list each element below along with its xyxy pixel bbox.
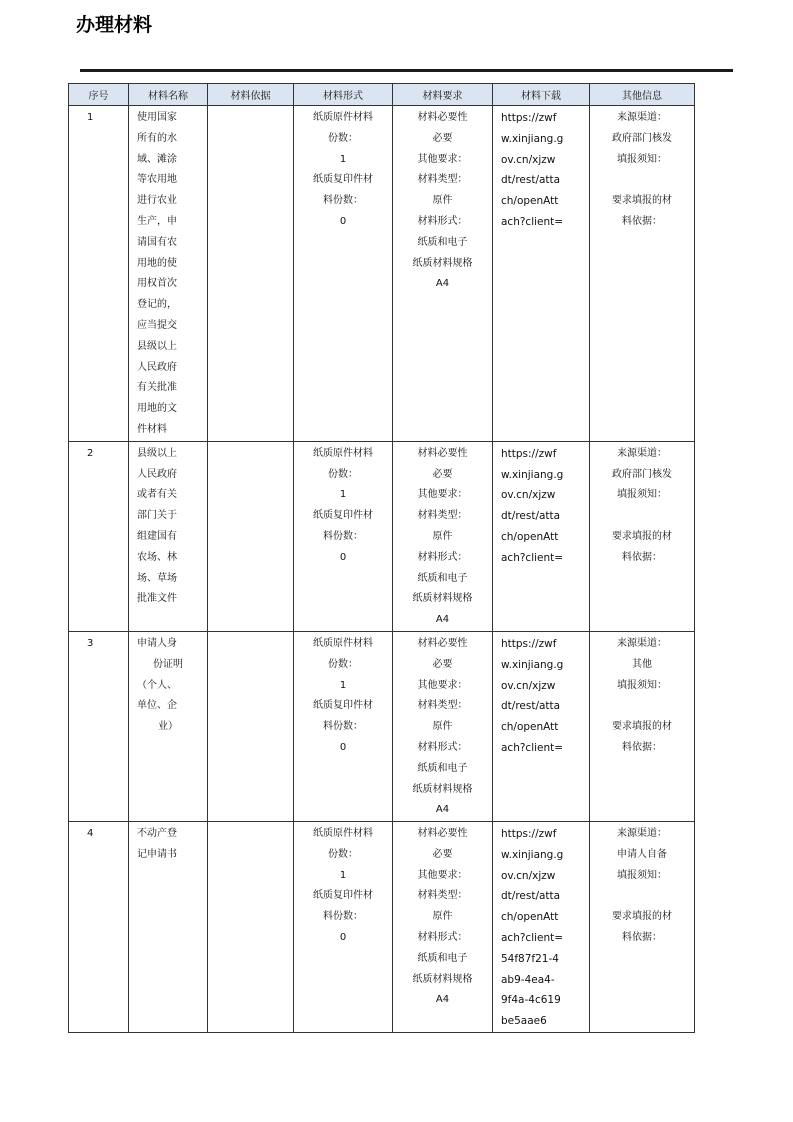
cell-material-requirements-line: 纸质材料规格 <box>412 973 473 985</box>
cell-material-name-line: 使用国家 <box>137 112 177 123</box>
cell-material-requirements-line: 原件 <box>432 911 453 923</box>
cell-material-name-line: 人民政府 <box>137 468 177 480</box>
cell-download-link[interactable] <box>493 822 590 1033</box>
cell-material-name <box>129 441 208 631</box>
header-index: 序号 <box>69 84 129 106</box>
cell-download-link-line[interactable]: ov.cn/xjzw <box>501 679 556 692</box>
cell-download-link-line[interactable]: ach?client= <box>501 551 564 564</box>
cell-material-name-line: 用地的使 <box>137 257 177 269</box>
cell-material-name-line: 记申请书 <box>137 848 177 860</box>
cell-material-form-line: 纸质复印件材 <box>313 174 373 186</box>
cell-material-form <box>294 631 393 821</box>
cell-material-requirements-line: 材料形式： <box>417 932 468 944</box>
row-index: 2 <box>87 447 94 459</box>
cell-material-requirements-line: 纸质和电子 <box>417 572 468 584</box>
cell-material-form-line: 料份数： <box>323 721 363 733</box>
cell-download-link-line[interactable]: dt/rest/atta <box>501 174 561 187</box>
cell-material-name-line: 请国有农 <box>137 236 177 248</box>
cell-material-form-line: 纸质原件材料 <box>313 112 373 123</box>
cell-material-name-line: 登记的， <box>137 299 177 311</box>
cell-other-info <box>590 106 695 442</box>
cell-other-info-line: 要求填报的材 <box>612 195 672 207</box>
row-index: 4 <box>87 828 94 840</box>
cell-download-link-line[interactable]: ov.cn/xjzw <box>501 489 556 502</box>
cell-material-form-line: 1 <box>339 153 347 165</box>
cell-material-requirements-line: 材料类型： <box>417 174 468 186</box>
cell-material-name-line: 申请人身 <box>137 637 177 649</box>
cell-material-name-line: 县级以上 <box>137 447 177 459</box>
cell-material-requirements-line: 其他要求： <box>417 679 468 691</box>
cell-other-info-line: 申请人自备 <box>617 848 667 860</box>
cell-other-info-line: 要求填报的材 <box>612 911 672 923</box>
cell-material-form-line: 0 <box>339 932 347 944</box>
cell-download-link[interactable] <box>493 106 590 442</box>
cell-material-requirements-line: 其他要求： <box>417 153 468 165</box>
cell-material-basis <box>208 631 294 821</box>
cell-material-requirements-line: 必要 <box>432 468 453 480</box>
cell-material-form-line: 份数： <box>328 658 358 670</box>
cell-material-requirements-line: 材料形式： <box>417 551 468 563</box>
cell-other-info-line <box>594 506 690 527</box>
cell-download-link-line[interactable]: ch/openAtt <box>501 721 559 734</box>
cell-download-link-line[interactable]: ach?client= <box>501 741 564 754</box>
cell-material-name-line: 份证明 <box>153 658 183 670</box>
cell-material-name-line: 用权首次 <box>137 278 177 290</box>
cell-material-requirements-line: A4 <box>435 804 450 816</box>
cell-index <box>69 441 129 631</box>
cell-download-link-line[interactable]: ab9-4ea4- <box>501 973 555 986</box>
cell-material-requirements-line: 原件 <box>432 195 453 207</box>
cell-material-name-line: 件材料 <box>137 423 167 435</box>
cell-other-info-line: 料依据： <box>622 215 662 227</box>
cell-material-basis <box>208 822 294 1033</box>
cell-material-name <box>129 631 208 821</box>
cell-material-name-line: 部门关于 <box>137 510 177 522</box>
table-row <box>69 106 695 442</box>
cell-material-requirements <box>393 106 493 442</box>
cell-download-link[interactable] <box>493 631 590 821</box>
table-row <box>69 441 695 631</box>
cell-material-requirements-line: A4 <box>435 278 450 290</box>
header-other: 其他信息 <box>590 84 695 106</box>
cell-other-info-line: 其他 <box>632 658 652 670</box>
cell-material-requirements-line: 材料形式： <box>417 741 468 753</box>
header-name: 材料名称 <box>129 84 208 106</box>
cell-material-requirements-line: 其他要求： <box>417 489 468 501</box>
cell-download-link-line[interactable]: https://zwf <box>501 447 557 460</box>
header-download: 材料下载 <box>493 84 590 106</box>
title-divider <box>80 69 733 72</box>
header-form: 材料形式 <box>294 84 393 106</box>
cell-material-name-line: 业） <box>158 721 178 733</box>
cell-material-form-line: 份数： <box>328 848 358 860</box>
cell-download-link-line[interactable]: ch/openAtt <box>501 911 559 924</box>
cell-download-link-line[interactable]: https://zwf <box>501 828 557 841</box>
cell-material-requirements <box>393 441 493 631</box>
cell-material-form-line: 0 <box>339 551 347 563</box>
cell-material-name <box>129 822 208 1033</box>
cell-other-info-line <box>594 696 690 717</box>
cell-material-name-line: 所有的水 <box>137 132 177 144</box>
cell-material-form-line: 0 <box>339 215 347 227</box>
cell-material-requirements-line: A4 <box>435 994 450 1006</box>
table-body <box>69 106 695 1033</box>
cell-download-link-line[interactable]: ach?client= <box>501 215 564 228</box>
cell-material-form-line: 料份数： <box>323 911 363 923</box>
cell-material-name-line: 进行农业 <box>137 195 177 207</box>
cell-material-form-line: 纸质复印件材 <box>313 890 373 902</box>
cell-material-form-line: 1 <box>339 869 347 881</box>
cell-material-form <box>294 822 393 1033</box>
cell-download-link-line[interactable]: 9f4a-4c619 <box>501 994 561 1007</box>
cell-other-info-line: 料依据： <box>622 932 662 944</box>
table-row <box>69 631 695 821</box>
cell-material-form-line: 份数： <box>328 468 358 480</box>
cell-download-link-line[interactable]: w.xinjiang.g <box>501 658 564 671</box>
cell-material-name-line: 等农用地 <box>137 174 177 186</box>
cell-download-link-line[interactable]: be5aae6 <box>501 1015 547 1028</box>
cell-material-basis <box>208 441 294 631</box>
cell-material-requirements-line: 材料类型： <box>417 510 468 522</box>
cell-download-link-line[interactable]: ov.cn/xjzw <box>501 869 556 882</box>
cell-index <box>69 106 129 442</box>
cell-material-name-line: 或者有关 <box>137 489 177 501</box>
cell-material-form-line: 纸质原件材料 <box>313 447 373 459</box>
cell-material-requirements-line: 必要 <box>432 132 453 144</box>
cell-material-name-line: 应当提交 <box>137 319 177 331</box>
cell-material-name-line: 农场、林 <box>137 551 177 563</box>
cell-material-requirements-line: 材料形式： <box>417 215 468 227</box>
cell-material-name-line: 组建国有 <box>137 530 177 542</box>
row-index: 3 <box>87 637 94 649</box>
cell-download-link-line[interactable]: dt/rest/atta <box>501 890 561 903</box>
table-row <box>69 822 695 1033</box>
cell-material-requirements-line: 必要 <box>432 848 453 860</box>
cell-download-link-line[interactable]: ch/openAtt <box>501 530 559 543</box>
cell-material-name-line: 有关批准 <box>137 382 177 394</box>
cell-download-link-line[interactable]: https://zwf <box>501 637 557 650</box>
header-basis: 材料依据 <box>208 84 294 106</box>
cell-material-requirements-line: 材料必要性 <box>417 637 468 649</box>
cell-download-link[interactable] <box>493 441 590 631</box>
cell-material-requirements-line: 材料必要性 <box>417 112 468 123</box>
cell-download-link-line[interactable]: w.xinjiang.g <box>501 132 564 145</box>
cell-other-info-line: 填报须知： <box>617 679 667 691</box>
cell-download-link-line[interactable]: 54f87f21-4 <box>501 952 559 965</box>
cell-material-name-line: 域、滩涂 <box>137 153 177 165</box>
cell-material-name-line: 县级以上 <box>137 340 177 352</box>
cell-download-link-line[interactable]: ach?client= <box>501 932 564 945</box>
cell-other-info-line: 料依据： <box>622 551 662 563</box>
cell-other-info <box>590 822 695 1033</box>
cell-material-requirements-line: 材料类型： <box>417 890 468 902</box>
cell-material-requirements <box>393 631 493 821</box>
cell-other-info-line <box>594 886 690 907</box>
cell-download-link-line[interactable]: w.xinjiang.g <box>501 848 564 861</box>
cell-other-info-line: 来源渠道： <box>617 112 667 123</box>
cell-material-form-line: 纸质复印件材 <box>313 510 373 522</box>
cell-other-info-line: 填报须知： <box>617 489 667 501</box>
cell-material-form <box>294 441 393 631</box>
cell-download-link-line[interactable]: https://zwf <box>501 112 557 124</box>
cell-material-form-line: 纸质原件材料 <box>313 637 373 649</box>
cell-material-name-line: 批准文件 <box>137 593 177 605</box>
cell-material-name-line: 不动产登 <box>137 828 177 840</box>
cell-other-info-line: 来源渠道： <box>617 637 667 649</box>
table-header-row <box>69 84 695 106</box>
cell-material-requirements-line: 材料必要性 <box>417 447 468 459</box>
cell-material-requirements-line: 其他要求： <box>417 869 468 881</box>
cell-material-name-line: 生产，申 <box>137 215 177 227</box>
cell-other-info-line: 填报须知： <box>617 869 667 881</box>
cell-other-info-line: 要求填报的材 <box>612 721 672 733</box>
cell-other-info <box>590 631 695 821</box>
cell-other-info <box>590 441 695 631</box>
cell-download-link-line[interactable]: ch/openAtt <box>501 195 559 208</box>
cell-other-info-line: 来源渠道： <box>617 828 667 840</box>
cell-material-basis <box>208 106 294 442</box>
cell-material-requirements <box>393 822 493 1033</box>
cell-other-info-line: 来源渠道： <box>617 447 667 459</box>
row-index: 1 <box>87 112 94 123</box>
cell-material-name-line: 单位、企 <box>137 700 177 712</box>
cell-other-info-line: 政府部门核发 <box>612 132 672 144</box>
cell-material-form-line: 纸质原件材料 <box>313 828 373 840</box>
cell-other-info-line: 要求填报的材 <box>612 530 672 542</box>
cell-other-info-line <box>594 170 690 191</box>
cell-material-requirements-line: 纸质材料规格 <box>412 783 473 795</box>
cell-material-requirements-line: 纸质材料规格 <box>412 257 473 269</box>
cell-material-form-line: 0 <box>339 741 347 753</box>
cell-material-requirements-line: 材料必要性 <box>417 828 468 840</box>
cell-material-requirements-line: 纸质材料规格 <box>412 593 473 605</box>
cell-material-requirements-line: 材料类型： <box>417 700 468 712</box>
cell-material-requirements-line: 必要 <box>432 658 453 670</box>
cell-material-name-line: （个人、 <box>137 679 177 691</box>
cell-material-name-line: 场、草场 <box>137 572 177 584</box>
cell-other-info-line: 政府部门核发 <box>612 468 672 480</box>
cell-material-form-line: 份数： <box>328 132 358 144</box>
cell-download-link-line[interactable]: dt/rest/atta <box>501 700 561 713</box>
cell-material-form-line: 料份数： <box>323 195 363 207</box>
cell-download-link-line[interactable]: w.xinjiang.g <box>501 468 564 481</box>
header-requirements: 材料要求 <box>393 84 493 106</box>
cell-material-form-line: 1 <box>339 679 347 691</box>
cell-material-form-line: 料份数： <box>323 530 363 542</box>
cell-material-form-line: 纸质复印件材 <box>313 700 373 712</box>
cell-material-requirements-line: 原件 <box>432 721 453 733</box>
cell-other-info-line: 填报须知： <box>617 153 667 165</box>
cell-download-link-line[interactable]: ov.cn/xjzw <box>501 153 556 166</box>
cell-other-info-line: 料依据： <box>622 741 662 753</box>
cell-index <box>69 822 129 1033</box>
cell-material-form <box>294 106 393 442</box>
cell-material-name-line: 人民政府 <box>137 361 177 373</box>
cell-material-requirements-line: 纸质和电子 <box>417 952 468 964</box>
cell-material-name <box>129 106 208 442</box>
cell-download-link-line[interactable]: dt/rest/atta <box>501 510 561 523</box>
cell-material-name-line: 用地的文 <box>137 403 177 415</box>
cell-material-requirements-line: 纸质和电子 <box>417 236 468 248</box>
materials-table <box>68 83 695 1033</box>
cell-material-form-line: 1 <box>339 489 347 501</box>
page-title: 办理材料 <box>76 14 153 36</box>
cell-material-requirements-line: 原件 <box>432 530 453 542</box>
cell-material-requirements-line: 纸质和电子 <box>417 762 468 774</box>
cell-material-requirements-line: A4 <box>435 614 450 626</box>
cell-index <box>69 631 129 821</box>
